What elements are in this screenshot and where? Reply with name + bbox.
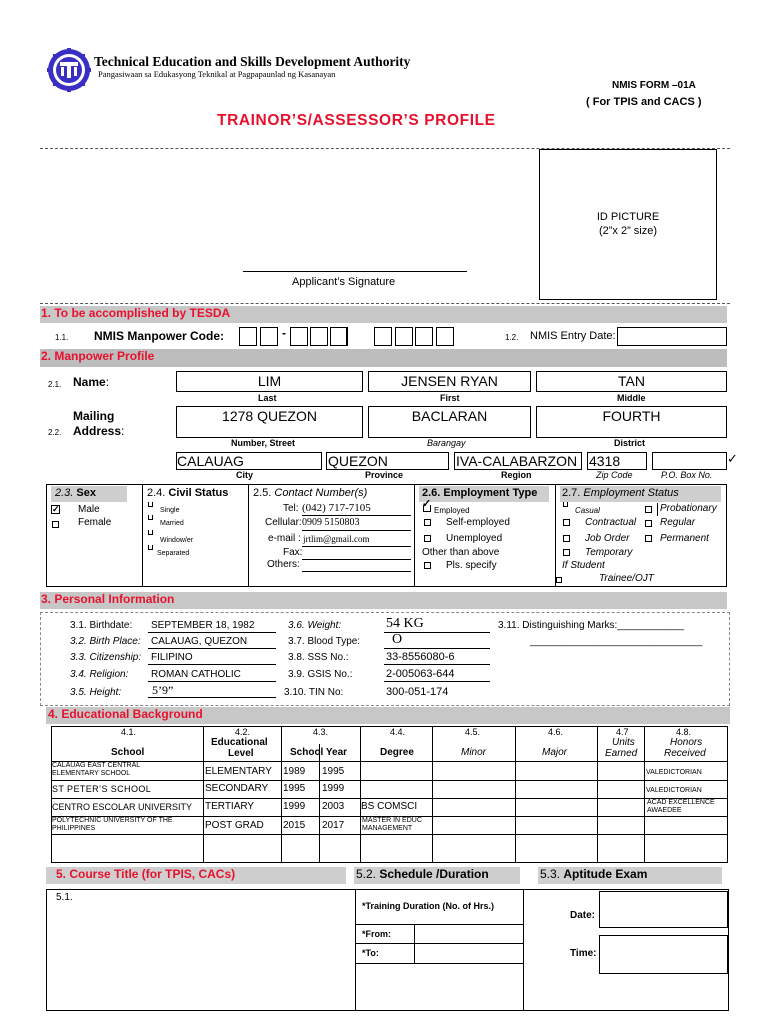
sex-male-label: Male	[78, 504, 100, 515]
temporary-label: Temporary	[585, 547, 633, 558]
table-row-to: 2017	[322, 820, 345, 831]
code-separator	[346, 327, 348, 346]
barangay-label: Barangay	[427, 438, 466, 448]
item-number: 1.1.	[55, 333, 69, 342]
religion-label: 3.4. Religion:	[70, 669, 129, 680]
code-box[interactable]	[436, 327, 454, 346]
col-number: 4.1.	[121, 727, 137, 737]
section3-heading: 3. Personal Information	[41, 592, 175, 606]
region-label: Region	[501, 470, 532, 480]
street-value: 1278 QUEZON	[222, 408, 317, 424]
exam-time-field[interactable]	[599, 935, 728, 974]
table-row-school: ST PETER’S SCHOOL	[52, 784, 152, 794]
last-name-value: LIM	[257, 373, 282, 389]
civil-single-label: Single	[160, 507, 180, 514]
job-order-checkbox[interactable]	[563, 535, 570, 542]
sss-underline	[384, 664, 490, 665]
others-underline	[302, 571, 411, 572]
table-row-honors: VALEDICTORIAN	[646, 769, 702, 776]
birthdate-value: SEPTEMBER 18, 1982	[151, 620, 255, 631]
col-number: 4.8.	[676, 727, 692, 737]
tin-label: 3.10. TIN No:	[284, 687, 344, 698]
job-order-label: Job Order	[585, 533, 630, 544]
distinguishing-marks-line: _______________________________	[530, 636, 703, 647]
honors-header: Received	[664, 748, 706, 759]
district-label: District	[614, 438, 646, 448]
col-divider	[597, 726, 598, 863]
sex-female-checkbox[interactable]	[52, 521, 59, 528]
cellular-underline	[302, 530, 411, 531]
schedule-heading: 5.2. Schedule /Duration	[356, 867, 489, 881]
item-number: 2.2.	[48, 428, 62, 437]
cellular-value: 0909 5150803	[302, 517, 360, 528]
first-label: First	[440, 393, 460, 403]
id-picture-label: ID PICTURE	[596, 211, 660, 223]
minor-header: Minor	[461, 747, 487, 758]
address-label: Address:	[73, 424, 125, 438]
code-box[interactable]	[290, 327, 308, 346]
table-row-school: CALAUAG EAST CENTRAL ELEMENTARY SCHOOL	[52, 762, 140, 777]
citizenship-underline	[148, 664, 276, 665]
last-label: Last	[258, 393, 277, 403]
civil-widower-label: Window/er	[160, 537, 194, 544]
birthdate-label: 3.1. Birthdate:	[70, 620, 133, 631]
civil-single-checkbox[interactable]	[148, 502, 153, 507]
pobox-label: P.O. Box No.	[661, 470, 713, 480]
fax-underline	[302, 559, 411, 560]
row-divider	[355, 943, 523, 944]
level-header: Educational	[211, 737, 268, 748]
school-year-header: School Year	[290, 747, 348, 758]
civil-separated-label: Separated	[157, 550, 190, 557]
col-number: 4.5.	[465, 727, 481, 737]
col-divider	[414, 924, 415, 963]
tel-underline	[302, 515, 411, 516]
sss-value: 33-8556080-6	[386, 651, 455, 663]
section5-heading: 5. Course Title (for TPIS, CACs)	[56, 867, 236, 881]
birthplace-label: 3.2. Birth Place:	[70, 636, 141, 647]
weight-value: 54 KG	[386, 616, 424, 631]
section1-heading: 1. To be accomplished by TESDA	[41, 306, 231, 320]
item-number: 1.2.	[505, 333, 519, 342]
civil-separated-checkbox[interactable]	[148, 545, 153, 550]
civil-widower-checkbox[interactable]	[148, 530, 153, 535]
gsis-underline	[384, 681, 490, 682]
tin-value: 300-051-174	[386, 686, 449, 698]
row-divider	[51, 834, 728, 835]
religion-value: ROMAN CATHOLIC	[151, 669, 241, 680]
code-box[interactable]	[374, 327, 392, 346]
col-number: 4.7	[616, 727, 629, 737]
middle-name-field[interactable]	[536, 371, 727, 392]
entry-date-field[interactable]	[617, 327, 727, 346]
barangay-value: BACLARAN	[411, 408, 488, 424]
email-value: jrtlim@gmail.com	[303, 534, 370, 544]
specify-checkbox[interactable]	[424, 562, 431, 569]
honors-header: Honors	[670, 737, 703, 748]
org-name: Technical Education and Skills Development Authority	[94, 54, 411, 69]
citizenship-value: FILIPINO	[151, 652, 193, 663]
sex-female-label: Female	[78, 517, 112, 528]
aptitude-heading: 5.3. Aptitude Exam	[540, 867, 648, 881]
table-row-degree: MASTER IN EDUC MANAGEMENT	[362, 817, 422, 832]
fax-label: Fax:	[283, 547, 303, 558]
height-underline	[148, 697, 276, 698]
grid-divider	[555, 484, 556, 587]
org-subtitle: Pangasiwaan sa Edukasyong Teknikal at Pagpapaunlad ng Kasanayan	[98, 69, 336, 79]
units-header: Units	[612, 737, 635, 748]
sex-male-checkbox[interactable]: ✓	[52, 504, 60, 514]
birthplace-underline	[148, 648, 276, 649]
regular-checkbox[interactable]	[645, 520, 652, 527]
trainee-checkbox[interactable]	[556, 577, 562, 583]
page-title: TRAINOR’S/ASSESSOR’S PROFILE	[217, 112, 496, 129]
civil-married-label: Married	[160, 520, 184, 527]
employment-type-header: 2.6. Employment Type	[422, 487, 538, 499]
tesda-logo	[47, 48, 91, 92]
major-header: Major	[542, 747, 568, 758]
blood-type-underline	[384, 648, 490, 649]
table-row-to: 1999	[322, 783, 345, 794]
form-number: NMIS FORM –01A	[612, 80, 696, 91]
row-divider	[355, 963, 523, 964]
birthdate-underline	[148, 632, 276, 633]
mailing-label: Mailing	[73, 409, 115, 423]
col-divider	[523, 889, 524, 1011]
code-box[interactable]	[239, 327, 257, 346]
gsis-label: 3.9. GSIS No.:	[288, 669, 353, 680]
permanent-label: Permanent	[660, 533, 709, 544]
self-employed-checkbox[interactable]	[424, 519, 431, 526]
table-row-school: POLYTECHNIC UNIVERSITY OF THE PHILIPPINES	[52, 817, 173, 832]
province-value: QUEZON	[328, 453, 388, 469]
middle-name-value: TAN	[618, 373, 645, 389]
units-header: Earned	[605, 748, 638, 759]
street-label: Number, Street	[231, 438, 296, 448]
code-box[interactable]	[260, 327, 278, 346]
row-divider	[51, 780, 728, 781]
city-value: CALAUAG	[177, 453, 244, 469]
check-mark: ✓	[727, 451, 738, 466]
exam-date-field[interactable]	[599, 891, 728, 928]
zip-value: 4318	[589, 453, 621, 469]
sex-header: 2.3. Sex	[55, 487, 96, 499]
unemployed-label: Unemployed	[446, 533, 503, 544]
self-employed-label: Self-employed	[446, 517, 510, 528]
tel-value: (042) 717-7105	[302, 502, 371, 514]
table-row-to: 2003	[322, 801, 345, 812]
col-number: 4.3.	[313, 727, 329, 737]
degree-header: Degree	[380, 747, 414, 758]
province-field[interactable]	[326, 452, 449, 470]
row-divider	[355, 924, 523, 925]
col-divider	[515, 726, 516, 863]
table-row-level: SECONDARY	[205, 783, 269, 794]
col-divider	[203, 726, 204, 863]
table-row-honors: VALEDICTORIAN	[646, 787, 702, 794]
signature-label: Applicant’s Signature	[292, 276, 396, 288]
table-row-from: 1989	[283, 766, 306, 777]
contractual-label: Contractual	[585, 517, 637, 528]
casual-checkbox[interactable]	[563, 502, 568, 507]
col-divider	[432, 726, 433, 863]
table-row-level: POST GRAD	[205, 820, 264, 831]
weight-label: 3.6. Weight:	[288, 620, 342, 631]
city-label: City	[236, 470, 254, 480]
tel-label: Tel:	[283, 503, 299, 514]
table-row-honors: ACAD EXCELLENCE AWAEDEE	[647, 799, 715, 814]
table-row-level: TERTIARY	[205, 801, 255, 812]
col-number: 4.4.	[390, 727, 406, 737]
code-dash: -	[282, 326, 286, 340]
table-row-from: 1995	[283, 783, 306, 794]
city-field[interactable]	[176, 452, 322, 470]
birthplace-value: CALAUAG, QUEZON	[151, 636, 248, 647]
table-row-school: CENTRO ESCOLAR UNIVERSITY	[52, 802, 193, 812]
training-duration-label: *Training Duration (No. of Hrs.)	[362, 901, 494, 911]
status-divider	[657, 503, 658, 516]
blood-type-label: 3.7. Blood Type:	[288, 636, 361, 647]
trainee-label: Trainee/OJT	[599, 573, 654, 584]
region-field[interactable]	[454, 452, 582, 470]
others-label: Others:	[267, 559, 300, 570]
contact-header: 2.5. Contact Number(s)	[253, 487, 368, 499]
unemployed-checkbox[interactable]	[424, 535, 431, 542]
school-header: School	[111, 747, 145, 758]
height-label: 3.5. Height:	[70, 687, 122, 698]
col-divider	[281, 726, 282, 863]
street-field[interactable]	[176, 406, 363, 438]
to-label: *To:	[362, 948, 379, 958]
level-header: Level	[228, 748, 254, 759]
probationary-label: Probationary	[660, 503, 717, 514]
regular-label: Regular	[660, 517, 696, 528]
id-picture-size: (2”x 2” size)	[598, 225, 658, 237]
email-underline	[302, 546, 411, 547]
code-box[interactable]	[310, 327, 328, 346]
exam-date-label: Date:	[570, 910, 596, 921]
grid-divider	[142, 484, 143, 587]
code-box[interactable]	[415, 327, 433, 346]
employed-label: Employed	[434, 506, 470, 515]
item-number: 2.1.	[48, 380, 62, 389]
col-divider	[355, 889, 356, 1011]
permanent-checkbox[interactable]	[645, 535, 652, 542]
code-box[interactable]	[395, 327, 413, 346]
col-number: 4.2.	[235, 727, 251, 737]
grid-divider	[248, 484, 249, 587]
religion-underline	[148, 681, 276, 682]
first-name-value: JENSEN RYAN	[401, 373, 498, 389]
entry-date-label: NMIS Entry Date:	[530, 330, 616, 342]
table-row-from: 1999	[283, 801, 306, 812]
employed-box	[423, 505, 431, 512]
manpower-code-label: NMIS Manpower Code:	[94, 329, 225, 343]
temporary-checkbox[interactable]	[563, 549, 570, 556]
if-student-label: If Student	[562, 560, 605, 571]
other-label: Other than above	[422, 547, 500, 558]
table-row-to: 1995	[322, 766, 345, 777]
gsis-value: 2-005063-644	[386, 668, 455, 680]
grid-divider	[414, 484, 415, 587]
col-number: 4.6.	[548, 727, 564, 737]
signature-line	[243, 271, 467, 272]
name-label: Name:	[73, 375, 110, 389]
distinguishing-marks-label: 3.11. Distinguishing Marks:____________	[498, 620, 685, 631]
id-picture-box	[539, 149, 717, 300]
col-divider	[360, 726, 361, 863]
contractual-checkbox[interactable]	[563, 519, 570, 526]
form-note: ( For TPIS and CACS )	[586, 96, 702, 108]
pobox-field[interactable]	[652, 452, 727, 470]
region-value: IVA-CALABARZON	[456, 453, 578, 469]
civil-married-checkbox[interactable]	[148, 515, 153, 520]
table-row-degree: BS COMSCI	[361, 801, 418, 812]
sss-label: 3.8. SSS No.:	[288, 652, 349, 663]
table-row-level: ELEMENTARY	[205, 766, 272, 777]
email-label: e-mail :	[268, 533, 301, 544]
blood-type-value: O	[392, 632, 403, 647]
course-number: 5.1.	[56, 892, 73, 903]
col-divider	[644, 726, 645, 863]
height-value: 5’9”	[152, 683, 174, 697]
middle-label: Middle	[617, 393, 646, 403]
last-name-field[interactable]	[176, 371, 363, 392]
section2-heading: 2. Manpower Profile	[41, 349, 155, 363]
zip-label: Zip Code	[596, 470, 633, 480]
citizenship-label: 3.3. Citizenship:	[70, 652, 142, 663]
barangay-field[interactable]	[368, 406, 531, 438]
row-divider	[51, 798, 728, 799]
casual-label: Casual	[575, 506, 600, 515]
district-value: FOURTH	[602, 408, 661, 424]
province-label: Province	[365, 470, 404, 480]
divider	[40, 303, 730, 304]
table-row-from: 2015	[283, 820, 306, 831]
specify-label: Pls. specify	[446, 560, 497, 571]
from-label: *From:	[362, 929, 391, 939]
exam-time-label: Time:	[570, 948, 597, 959]
cellular-label: Cellular:	[265, 517, 302, 528]
employment-status-header: 2.7. Employment Status	[562, 487, 679, 499]
civil-status-header: 2.4. Civil Status	[147, 487, 229, 499]
district-field[interactable]	[536, 406, 727, 438]
section4-heading: 4. Educational Background	[48, 707, 203, 721]
first-name-field[interactable]	[368, 371, 531, 392]
employed-checkbox[interactable]: ✓	[422, 498, 432, 510]
probationary-checkbox[interactable]	[645, 506, 652, 513]
zip-field[interactable]	[587, 452, 647, 470]
